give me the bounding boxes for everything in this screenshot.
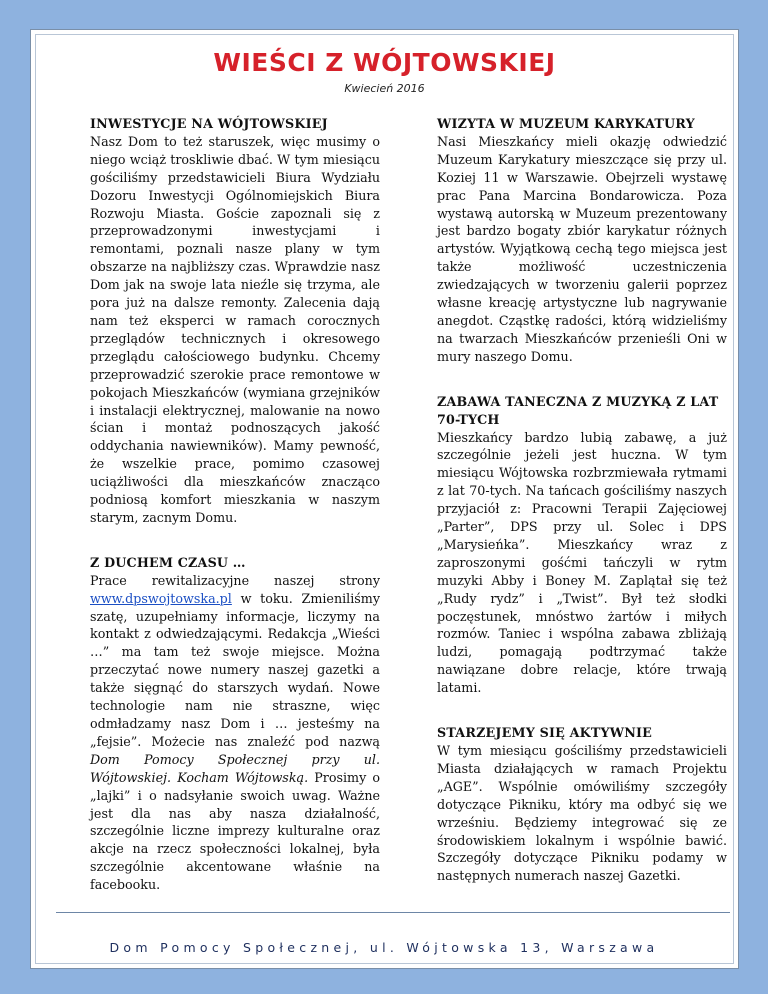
article-text: w toku. Zmieniliśmy szatę, uzupełniamy informacje, liczymy na kontakt z odwiedzającymi. Redakcja „Wieści …” ma tam też swoje miejsce. Można przeczytać nowe numery naszej gazetki a także sięgnąć do starszych wydań. Nowe technologie nam nie straszne, więc odmładzamy nasz Dom i … jesteśmy na „fejsie”. Możecie nas znaleźć pod nazwą (90, 590, 380, 749)
article-museum (437, 115, 727, 366)
right-column (437, 115, 727, 912)
article-active-aging (437, 724, 727, 885)
article-title: WIZYTA W MUZEUM KARYKATURY (437, 116, 695, 131)
article-text: Prosimy o „lajki” i o nadsyłanie swoich uwag. Ważne jest dla nas aby nasza działalność, szczególnie liczne imprezy kulturalne oraz akcje na rzecz społeczności lokalnej, była szczególnie akcentowane właśnie na facebooku. (90, 769, 380, 893)
article-text: Prace rewitalizacyjne naszej strony (90, 572, 380, 588)
left-column (90, 115, 380, 921)
article-investments (90, 115, 380, 527)
article-title: ZABAWA TANECZNA Z MUZYKĄ Z LAT 70-TYCH (437, 393, 719, 427)
facebook-page-name: Dom Pomocy Społecznej przy ul. Wójtowskiej. Kocham Wójtowską. (90, 751, 380, 785)
footer-address: Dom Pomocy Społecznej, ul. Wójtowska 13, Warszawa (109, 940, 659, 955)
website-link[interactable]: www.dpswojtowska.pl (90, 590, 232, 606)
footer-divider (56, 912, 730, 913)
article-body: Mieszkańcy bardzo lubią zabawę, a już szczególnie jeżeli jest huczna. W tym miesiącu Wójtowska rozbrzmiewała rytmami z lat 70-tych. Na tańcach gościliśmy naszych przyjaciół z: Pracowni Terapii Zajęciowej „Parter”, DPS przy ul. Solec i DPS „Marysieńka”. Mieszkańcy wraz z zaproszonymi gośćmi tańczyli w rytm muzyki Abby i Boney M. Zaplątał się też „Rudy rydz” i „Twist”. Był też słodki poczęstunek, mnóstwo żartów i miłych rozmów. Taniec i wspólna zabawa zbliżają ludzi, pomagają podtrzymać także nawiązane dobre relacje, które trwają latami. (437, 429, 727, 696)
article-website (90, 554, 380, 894)
issue-date: Kwiecień 2016 (344, 82, 425, 95)
article-body: Nasz Dom to też staruszek, więc musimy o niego wciąż troskliwie dbać. W tym miesiącu gościliśmy przedstawicieli Biura Wydziału Dozoru Inwestycji Ogólnomiejskich Biura Rozwoju Miasta. Goście zapoznali się z przeprowadzonymi inwestycjami i remontami, poznali nasze plany w tym obszarze na najbliższy czas. Wprawdzie nasz Dom jak na swoje lata nieźle się trzyma, ale pora już na dalsze remonty. Zalecenia dają nam też eksperci w ramach corocznych przeglądów technicznych i okresowego przeglądu całościowego budynku. Chcemy przeprowadzić szerokie prace remontowe w pokojach Mieszkańców (wymiana grzejników i instalacji elektrycznej, malowanie na nowo ścian i montaż podnoszących jakość oddychania nawiewników). Mamy pewność, że wszelkie prace, pomimo czasowej uciążliwości dla mieszkańców znacząco podniosą komfort mieszkania w naszym starym, zacnym Domu. (90, 133, 380, 525)
article-body: W tym miesiącu gościliśmy przedstawicieli Miasta działających w ramach Projektu „AGE”. Wspólnie omówiliśmy szczegóły dotyczące Pikniku, który ma odbyć się we wrześniu. Będziemy integrować się ze środowiskiem lokalnym i wspólnie bawić. Szczegóły dotyczące Pikniku podamy w następnych numerach naszej Gazetki. (437, 743, 727, 884)
newsletter-page (30, 29, 739, 969)
article-body (90, 572, 380, 894)
article-title: Z DUCHEM CZASU … (90, 554, 246, 570)
newsletter-title: WIEŚCI Z WÓJTOWSKIEJ (213, 48, 556, 77)
article-body: Nasi Mieszkańcy mieli okazję odwiedzić Muzeum Karykatury mieszczące się przy ul. Koziej 11 w Warszawie. Obejrzeli wystawę prac Pana Marcina Bondarowicza. Poza wystawą autorską w Muzeum prezentowany jest bardzo bogaty zbiór karykatur różnych artystów. Wyjątkową cechą tego miejsca jest także możliwość uczestniczenia zwiedzających w tworzeniu galerii poprzez własne kreację artystyczne lub nagrywanie anegdot. Cząstkę radości, którą widzieliśmy na twarzach Mieszkańców przenieśli Oni w mury naszego Domu. (437, 133, 727, 364)
article-title: STARZEJEMY SIĘ AKTYWNIE (437, 725, 653, 741)
article-dance (437, 393, 727, 697)
article-title: INWESTYCJE NA WÓJTOWSKIEJ (90, 116, 328, 131)
